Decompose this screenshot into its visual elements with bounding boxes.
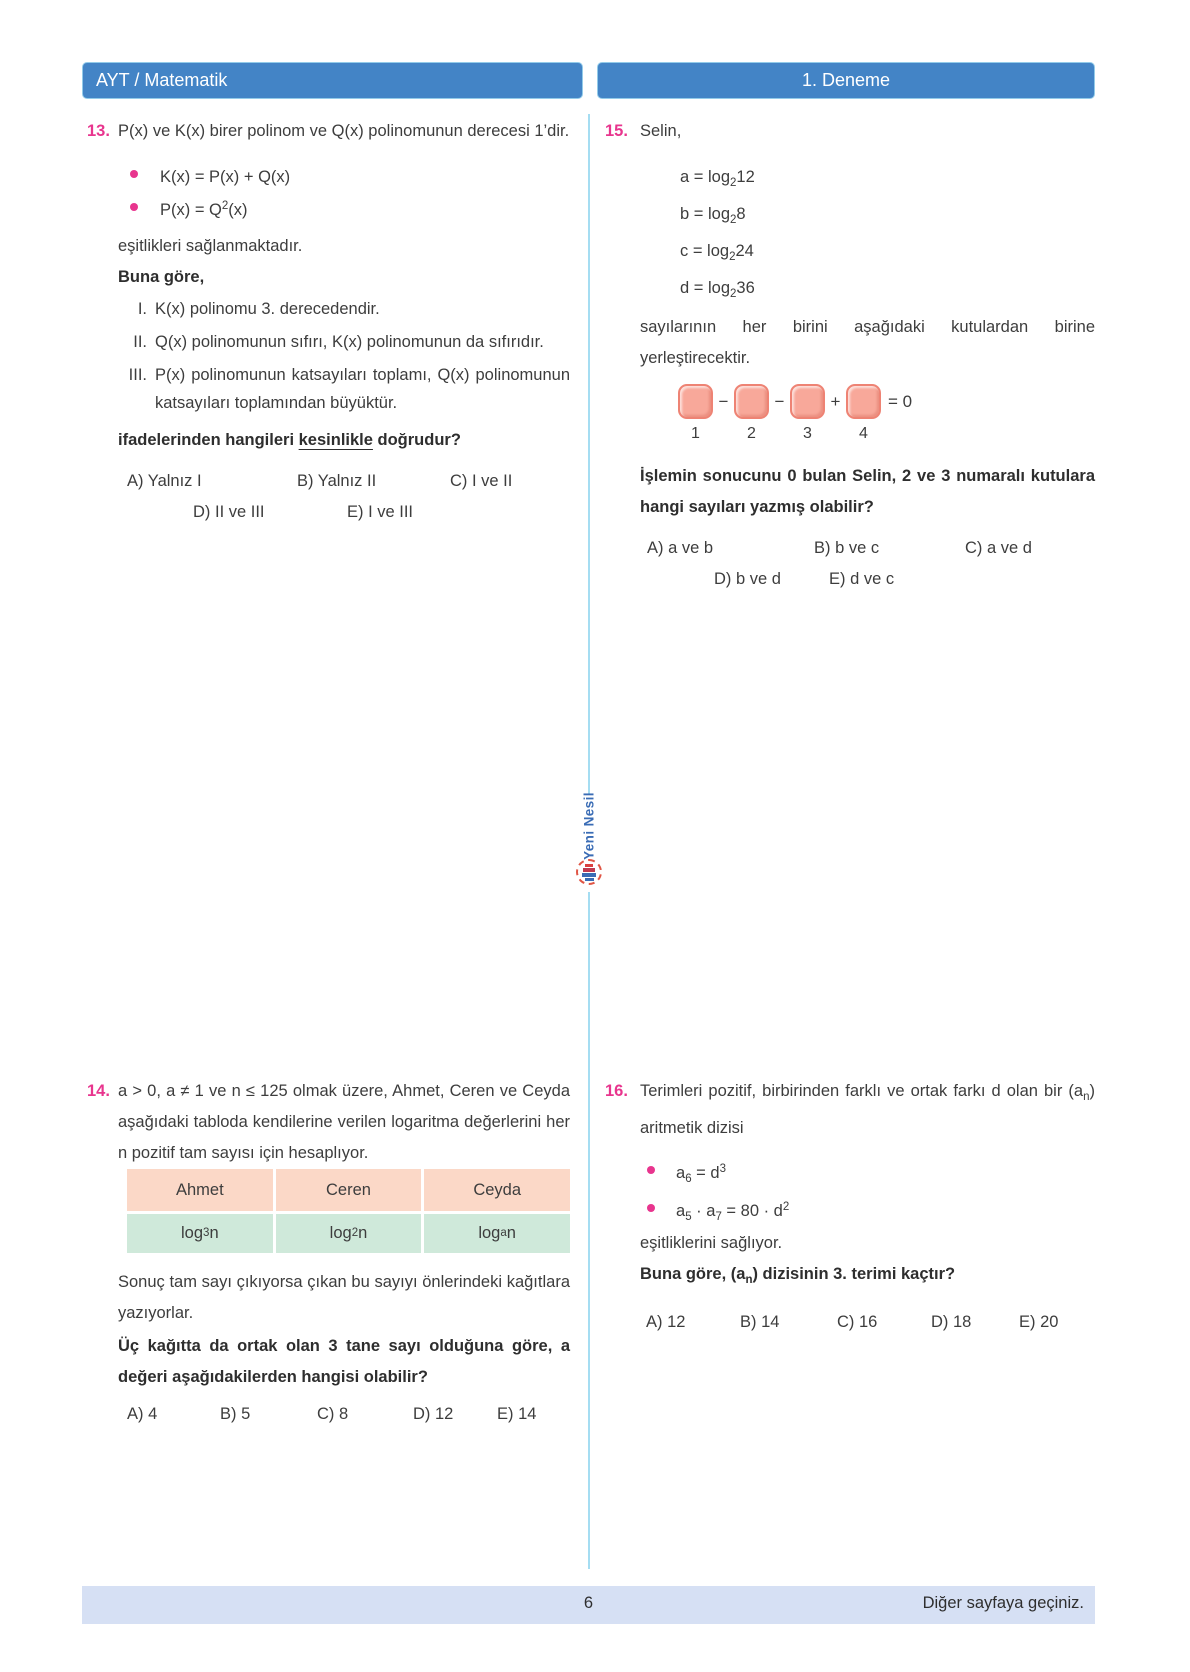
equation-list [640, 159, 1095, 307]
header-left-title: AYT / Matematik [96, 70, 228, 90]
option-a: A) 12 [646, 1313, 686, 1331]
options [640, 1307, 1095, 1338]
operator: + [830, 392, 841, 411]
after-bullets-text: eşitlikleri sağlanmaktadır. [118, 237, 303, 255]
operator: − [774, 392, 785, 411]
box-label-2: 2 [747, 425, 756, 442]
option-e: E) 14 [497, 1405, 537, 1423]
equation: $a_6 = d^3$ [676, 1163, 726, 1185]
table-cell: log 3 n [127, 1214, 273, 1253]
options-row [640, 564, 1095, 595]
header-right-title: 1. Deneme [801, 70, 891, 90]
option-b: B) 5 [220, 1405, 251, 1423]
option-c: C) a ve d [965, 539, 1032, 557]
column-divider-bottom [588, 892, 590, 1569]
table-cell: log 2 n [276, 1214, 422, 1253]
option-a: A) a ve b [647, 539, 714, 557]
question-intro: P(x) ve K(x) birer polinom ve Q(x) polinomunun derecesi 1’dir. [118, 122, 570, 140]
bullet-list [640, 1150, 1095, 1226]
option-e: E) d ve c [829, 570, 895, 588]
equals-zero: = 0 [888, 392, 913, 411]
option-d: D) 18 [931, 1313, 972, 1331]
bullet-dot-icon [130, 203, 138, 211]
options-row [118, 466, 570, 497]
table-header-cell: Ceren [276, 1169, 422, 1211]
brand-logo-icon [576, 859, 602, 885]
option-c: C) 16 [837, 1313, 878, 1331]
answer-box-row [678, 384, 1095, 419]
question-number: 15. [605, 122, 628, 140]
bullet-item [118, 157, 570, 190]
header-left-bar [82, 62, 583, 99]
question-intro: Terimleri pozitif, birbirinden farklı ve ortak farkı d olan bir $(a_n)$ aritmetik dizisi [640, 1082, 1095, 1137]
after-bullets-text: eşitliklerini sağlıyor. [640, 1234, 783, 1252]
bullet-dot-icon [647, 1166, 655, 1174]
lead-text: Buna göre, [118, 268, 205, 286]
page-number: 6 [583, 1594, 594, 1612]
statement-item: II. Q(x) polinomunun sıfırı, K(x) polinomunun da sıfırıdır. [133, 333, 544, 351]
answer-box-1 [678, 384, 713, 419]
operator: − [718, 392, 729, 411]
bullet-list [118, 157, 570, 223]
question-14 [85, 1076, 570, 1430]
box-number-row [678, 421, 1095, 447]
bullet-dot-icon [130, 170, 138, 178]
table-header-cell: Ceyda [424, 1169, 570, 1211]
option-a: A) Yalnız I [127, 472, 202, 490]
bullet-item [640, 1150, 1095, 1188]
question-text: Üç kağıtta da ortak olan 3 tane sayı olduğuna göre, a değeri aşağıdakilerden hangisi olabilir? [118, 1337, 570, 1386]
question-intro: a > 0, a ≠ 1 ve n ≤ 125 olmak üzere, Ahmet, Ceren ve Ceyda aşağıdaki tabloda kendilerine verilen logaritma değerlerini her n pozitif tam sayısı için hesaplıyor. [118, 1082, 570, 1162]
equation: $P(x) = Q^2(x)$ [160, 200, 248, 219]
option-d: D) b ve d [714, 570, 781, 588]
question-text: Buna göre, $(a_n)$ dizisinin 3. terimi kaçtır? [640, 1265, 956, 1286]
question-text: İşlemin sonucunu 0 bulan Selin, 2 ve 3 numaralı kutulara hangi sayıları yazmış olabilir? [640, 467, 1095, 516]
equation: $b = \log_28$ [680, 205, 746, 226]
answer-box-3 [790, 384, 825, 419]
logo-bar-icon [585, 864, 593, 867]
option-a: A) 4 [127, 1405, 158, 1423]
option-b: B) 14 [740, 1313, 780, 1331]
option-d: D) 12 [413, 1405, 454, 1423]
equation: $c = \log_224$ [680, 242, 754, 263]
equation: K(x) = P(x) + Q(x) [160, 168, 291, 186]
bullet-item [118, 190, 570, 223]
question-number: 13. [87, 122, 110, 140]
header-right-bar [597, 62, 1095, 99]
answer-box-4 [846, 384, 881, 419]
names-table [127, 1169, 570, 1253]
equation: $d = \log_236$ [680, 279, 755, 300]
option-b: B) b ve c [814, 539, 880, 557]
next-page-note: Diğer sayfaya geçiniz. [922, 1594, 1084, 1612]
question-number: 16. [605, 1082, 628, 1100]
footer-bar [82, 1586, 1095, 1624]
option-e: E) 20 [1019, 1313, 1059, 1331]
option-d: D) II ve III [193, 503, 265, 521]
table-cell: log a n [424, 1214, 570, 1253]
question-16 [605, 1076, 1095, 1338]
options [118, 1399, 570, 1430]
lead-text: Selin, [640, 122, 682, 140]
statement-list [118, 295, 570, 417]
option-b: B) Yalnız II [297, 472, 377, 490]
options-row [640, 1307, 1095, 1338]
after-equations-text: sayılarının her birini aşağıdaki kutulardan birine yerleştirecektir. [640, 318, 1095, 367]
question-15 [605, 116, 1095, 595]
options-row [118, 497, 570, 528]
after-table-text: Sonuç tam sayı çıkıyorsa çıkan bu sayıyı önlerindeki kağıtlara yazıyorlar. [118, 1273, 570, 1322]
logo-bar-icon [582, 873, 596, 877]
options-row [640, 533, 1095, 564]
logo-bar-icon [585, 878, 594, 881]
answer-box-2 [734, 384, 769, 419]
logo-bar-icon [583, 868, 595, 872]
options-row [118, 1399, 570, 1430]
question-number: 14. [87, 1082, 110, 1100]
option-c: C) I ve II [450, 472, 513, 490]
option-e: E) I ve III [347, 503, 414, 521]
box-label-4: 4 [859, 425, 868, 442]
box-label-3: 3 [803, 425, 812, 442]
question-text: ifadelerinden hangileri kesinlikle doğrudur? [118, 431, 461, 449]
statement-item: III. P(x) polinomunun katsayıları toplamı, Q(x) polinomunun katsayıları toplamından büyüktür. [128, 366, 570, 412]
box-label-1: 1 [691, 425, 700, 442]
question-13 [85, 116, 570, 528]
equation: $a = \log_212$ [680, 168, 755, 189]
options [640, 533, 1095, 595]
bullet-dot-icon [647, 1204, 655, 1212]
bullet-item [640, 1188, 1095, 1226]
options [118, 466, 570, 528]
table-header-cell: Ahmet [127, 1169, 273, 1211]
option-c: C) 8 [317, 1405, 349, 1423]
equation: $a_5 \cdot a_7 = 80 \cdot d^2$ [676, 1201, 790, 1223]
column-divider-top [588, 114, 590, 794]
brand-logo-text: Yeni Nesil [581, 792, 597, 860]
statement-item: I. K(x) polinomu 3. derecedendir. [137, 300, 380, 318]
